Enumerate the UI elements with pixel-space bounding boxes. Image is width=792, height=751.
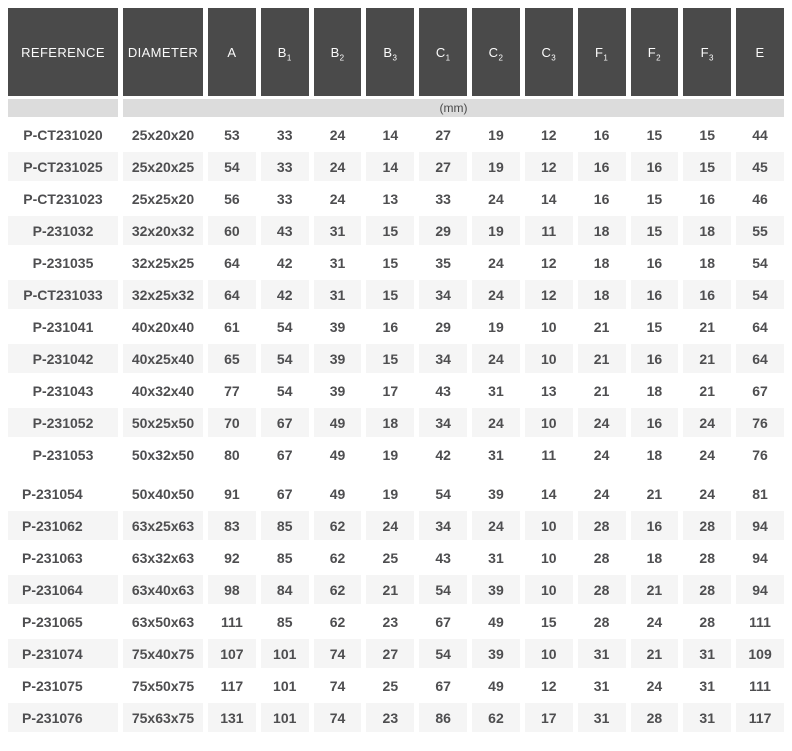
- column-header-f1: $F_1$: [578, 8, 626, 96]
- value-cell: 39: [314, 344, 362, 373]
- column-header-a: A: [208, 8, 256, 96]
- value-cell: 64: [208, 280, 256, 309]
- value-cell: 24: [578, 408, 626, 437]
- table-row: [8, 575, 784, 604]
- value-cell: 42: [261, 248, 309, 277]
- value-cell: 67: [261, 479, 309, 508]
- value-cell: 46: [736, 184, 784, 213]
- value-cell: 54: [261, 312, 309, 341]
- value-cell: 24: [683, 479, 731, 508]
- value-cell: 62: [314, 607, 362, 636]
- value-cell: 39: [314, 376, 362, 405]
- value-cell: 13: [525, 376, 573, 405]
- value-cell: 21: [631, 575, 679, 604]
- value-cell: 24: [366, 511, 414, 540]
- value-cell: 11: [525, 440, 573, 469]
- value-cell: 43: [419, 543, 467, 572]
- value-cell: 15: [631, 312, 679, 341]
- table-row: [8, 408, 784, 437]
- value-cell: 109: [736, 639, 784, 668]
- value-cell: 54: [419, 479, 467, 508]
- value-cell: 94: [736, 511, 784, 540]
- value-cell: 15: [631, 216, 679, 245]
- value-cell: 85: [261, 607, 309, 636]
- column-header-subscript: 2: [656, 53, 661, 63]
- diameter-cell: 25x20x25: [123, 152, 203, 181]
- value-cell: 11: [525, 216, 573, 245]
- value-cell: 10: [525, 639, 573, 668]
- value-cell: 55: [736, 216, 784, 245]
- reference-cell: P-CT231020: [8, 120, 118, 149]
- reference-cell: P-231062: [8, 511, 118, 540]
- table-row: [8, 280, 784, 309]
- diameter-cell: 32x25x32: [123, 280, 203, 309]
- value-cell: 10: [525, 408, 573, 437]
- value-cell: 70: [208, 408, 256, 437]
- value-cell: 31: [578, 639, 626, 668]
- value-cell: 49: [314, 408, 362, 437]
- value-cell: 24: [472, 280, 520, 309]
- column-header-subscript: 2: [339, 53, 345, 63]
- value-cell: 12: [525, 280, 573, 309]
- value-cell: 86: [419, 703, 467, 732]
- value-cell: 33: [419, 184, 467, 213]
- diameter-cell: 63x40x63: [123, 575, 203, 604]
- table-row: [8, 671, 784, 700]
- value-cell: 25: [366, 671, 414, 700]
- value-cell: 80: [208, 440, 256, 469]
- value-cell: 31: [683, 703, 731, 732]
- value-cell: 24: [472, 248, 520, 277]
- value-cell: 24: [314, 120, 362, 149]
- value-cell: 54: [261, 344, 309, 373]
- value-cell: 44: [736, 120, 784, 149]
- value-cell: 28: [683, 607, 731, 636]
- value-cell: 28: [578, 543, 626, 572]
- column-header-subscript: 3: [708, 53, 714, 63]
- reference-cell: P-231065: [8, 607, 118, 636]
- value-cell: 39: [472, 575, 520, 604]
- diameter-cell: 25x20x20: [123, 120, 203, 149]
- value-cell: 18: [683, 248, 731, 277]
- value-cell: 67: [736, 376, 784, 405]
- value-cell: 65: [208, 344, 256, 373]
- value-cell: 19: [472, 152, 520, 181]
- header-row: [8, 8, 784, 96]
- value-cell: 49: [472, 671, 520, 700]
- value-cell: 23: [366, 607, 414, 636]
- value-cell: 62: [472, 703, 520, 732]
- reference-cell: P-231043: [8, 376, 118, 405]
- value-cell: 18: [578, 280, 626, 309]
- value-cell: 74: [314, 703, 362, 732]
- value-cell: 28: [578, 511, 626, 540]
- table-row: [8, 639, 784, 668]
- value-cell: 33: [261, 152, 309, 181]
- value-cell: 27: [419, 120, 467, 149]
- value-cell: 62: [314, 543, 362, 572]
- value-cell: 16: [578, 120, 626, 149]
- value-cell: 13: [366, 184, 414, 213]
- reference-cell: P-CT231023: [8, 184, 118, 213]
- diameter-cell: 63x32x63: [123, 543, 203, 572]
- value-cell: 64: [736, 344, 784, 373]
- value-cell: 15: [631, 120, 679, 149]
- value-cell: 12: [525, 671, 573, 700]
- table-row: [8, 248, 784, 277]
- value-cell: 101: [261, 671, 309, 700]
- value-cell: 94: [736, 575, 784, 604]
- table-header: [8, 8, 784, 117]
- value-cell: 24: [472, 511, 520, 540]
- reference-cell: P-231074: [8, 639, 118, 668]
- value-cell: 84: [261, 575, 309, 604]
- table-row: [8, 511, 784, 540]
- column-header-c2: $C_2$: [472, 8, 520, 96]
- column-header-subscript: 3: [551, 53, 557, 63]
- column-header-diameter: DIAMETER: [123, 8, 203, 96]
- value-cell: 19: [472, 216, 520, 245]
- diameter-cell: 50x32x50: [123, 440, 203, 469]
- value-cell: 10: [525, 543, 573, 572]
- reference-cell: P-CT231033: [8, 280, 118, 309]
- value-cell: 42: [419, 440, 467, 469]
- value-cell: 64: [208, 248, 256, 277]
- value-cell: 94: [736, 543, 784, 572]
- value-cell: 29: [419, 216, 467, 245]
- table-body: [8, 120, 784, 732]
- value-cell: 28: [578, 607, 626, 636]
- value-cell: 45: [736, 152, 784, 181]
- column-header-subscript: 1: [445, 53, 451, 63]
- value-cell: 21: [366, 575, 414, 604]
- value-cell: 10: [525, 344, 573, 373]
- value-cell: 29: [419, 312, 467, 341]
- value-cell: 60: [208, 216, 256, 245]
- value-cell: 54: [419, 639, 467, 668]
- value-cell: 19: [472, 312, 520, 341]
- value-cell: 27: [366, 639, 414, 668]
- table-row: [8, 376, 784, 405]
- value-cell: 16: [631, 152, 679, 181]
- column-header-b2: $B_2$: [314, 8, 362, 96]
- column-header-b3: $B_3$: [366, 8, 414, 96]
- value-cell: 111: [736, 607, 784, 636]
- column-header-c1: $C_1$: [419, 8, 467, 96]
- column-header-reference: REFERENCE: [8, 8, 118, 96]
- value-cell: 21: [631, 479, 679, 508]
- table-row: [8, 479, 784, 508]
- reference-cell: P-CT231025: [8, 152, 118, 181]
- value-cell: 54: [736, 248, 784, 277]
- value-cell: 25: [366, 543, 414, 572]
- value-cell: 14: [525, 184, 573, 213]
- value-cell: 18: [631, 376, 679, 405]
- value-cell: 31: [314, 216, 362, 245]
- value-cell: 15: [366, 216, 414, 245]
- table-row: [8, 216, 784, 245]
- value-cell: 31: [683, 671, 731, 700]
- value-cell: 21: [683, 344, 731, 373]
- reference-cell: P-231042: [8, 344, 118, 373]
- value-cell: 111: [736, 671, 784, 700]
- value-cell: 27: [419, 152, 467, 181]
- value-cell: 16: [631, 408, 679, 437]
- value-cell: 16: [578, 152, 626, 181]
- value-cell: 31: [472, 543, 520, 572]
- value-cell: 21: [683, 376, 731, 405]
- value-cell: 18: [578, 216, 626, 245]
- value-cell: 117: [736, 703, 784, 732]
- value-cell: 28: [578, 575, 626, 604]
- reference-cell: P-231035: [8, 248, 118, 277]
- value-cell: 21: [578, 312, 626, 341]
- value-cell: 77: [208, 376, 256, 405]
- reference-cell: P-231041: [8, 312, 118, 341]
- reference-cell: P-231054: [8, 479, 118, 508]
- diameter-cell: 50x25x50: [123, 408, 203, 437]
- reference-cell: P-231052: [8, 408, 118, 437]
- value-cell: 24: [578, 440, 626, 469]
- value-cell: 18: [366, 408, 414, 437]
- value-cell: 54: [419, 575, 467, 604]
- value-cell: 101: [261, 639, 309, 668]
- value-cell: 15: [366, 280, 414, 309]
- value-cell: 34: [419, 344, 467, 373]
- value-cell: 23: [366, 703, 414, 732]
- value-cell: 24: [683, 440, 731, 469]
- value-cell: 31: [314, 280, 362, 309]
- value-cell: 31: [472, 376, 520, 405]
- column-header-f2: $F_2$: [631, 8, 679, 96]
- value-cell: 34: [419, 280, 467, 309]
- value-cell: 24: [631, 607, 679, 636]
- dimensions-table: [3, 5, 789, 735]
- value-cell: 17: [366, 376, 414, 405]
- value-cell: 21: [631, 639, 679, 668]
- value-cell: 34: [419, 408, 467, 437]
- diameter-cell: 40x20x40: [123, 312, 203, 341]
- value-cell: 31: [578, 671, 626, 700]
- table-row: [8, 543, 784, 572]
- value-cell: 16: [578, 184, 626, 213]
- value-cell: 64: [736, 312, 784, 341]
- table-row: [8, 344, 784, 373]
- value-cell: 15: [366, 344, 414, 373]
- value-cell: 15: [683, 152, 731, 181]
- value-cell: 24: [683, 408, 731, 437]
- value-cell: 14: [525, 479, 573, 508]
- table-row: [8, 184, 784, 213]
- reference-cell: P-231076: [8, 703, 118, 732]
- value-cell: 76: [736, 408, 784, 437]
- value-cell: 10: [525, 575, 573, 604]
- value-cell: 21: [578, 344, 626, 373]
- value-cell: 85: [261, 543, 309, 572]
- column-header-b1: $B_1$: [261, 8, 309, 96]
- value-cell: 92: [208, 543, 256, 572]
- column-header-subscript: 1: [286, 53, 292, 63]
- value-cell: 19: [472, 120, 520, 149]
- value-cell: 74: [314, 671, 362, 700]
- diameter-cell: 32x20x32: [123, 216, 203, 245]
- table-row: [8, 440, 784, 469]
- value-cell: 74: [314, 639, 362, 668]
- column-header-f3: $F_3$: [683, 8, 731, 96]
- column-header-subscript: 1: [603, 53, 609, 63]
- value-cell: 31: [578, 703, 626, 732]
- value-cell: 117: [208, 671, 256, 700]
- value-cell: 24: [578, 479, 626, 508]
- value-cell: 31: [472, 440, 520, 469]
- value-cell: 33: [261, 120, 309, 149]
- value-cell: 15: [366, 248, 414, 277]
- value-cell: 14: [366, 152, 414, 181]
- value-cell: 67: [419, 671, 467, 700]
- value-cell: 12: [525, 120, 573, 149]
- value-cell: 19: [366, 479, 414, 508]
- value-cell: 85: [261, 511, 309, 540]
- value-cell: 31: [683, 639, 731, 668]
- value-cell: 16: [631, 511, 679, 540]
- value-cell: 28: [683, 511, 731, 540]
- diameter-cell: 63x50x63: [123, 607, 203, 636]
- value-cell: 107: [208, 639, 256, 668]
- value-cell: 17: [525, 703, 573, 732]
- value-cell: 34: [419, 511, 467, 540]
- reference-cell: P-231063: [8, 543, 118, 572]
- value-cell: 49: [314, 479, 362, 508]
- value-cell: 42: [261, 280, 309, 309]
- value-cell: 39: [314, 312, 362, 341]
- value-cell: 15: [683, 120, 731, 149]
- value-cell: 21: [683, 312, 731, 341]
- value-cell: 61: [208, 312, 256, 341]
- unit-row-reference-cell: [8, 99, 118, 117]
- value-cell: 35: [419, 248, 467, 277]
- value-cell: 16: [366, 312, 414, 341]
- value-cell: 28: [631, 703, 679, 732]
- value-cell: 24: [472, 184, 520, 213]
- unit-label: (mm): [123, 99, 784, 117]
- value-cell: 16: [631, 248, 679, 277]
- diameter-cell: 63x25x63: [123, 511, 203, 540]
- value-cell: 18: [683, 216, 731, 245]
- diameter-cell: 32x25x25: [123, 248, 203, 277]
- value-cell: 16: [631, 344, 679, 373]
- diameter-cell: 25x25x20: [123, 184, 203, 213]
- value-cell: 62: [314, 575, 362, 604]
- value-cell: 83: [208, 511, 256, 540]
- value-cell: 15: [525, 607, 573, 636]
- value-cell: 43: [419, 376, 467, 405]
- diameter-cell: 50x40x50: [123, 479, 203, 508]
- value-cell: 67: [261, 440, 309, 469]
- value-cell: 43: [261, 216, 309, 245]
- value-cell: 54: [208, 152, 256, 181]
- value-cell: 18: [631, 440, 679, 469]
- value-cell: 24: [314, 184, 362, 213]
- value-cell: 19: [366, 440, 414, 469]
- section-gap-cell: [8, 472, 784, 476]
- diameter-cell: 75x63x75: [123, 703, 203, 732]
- value-cell: 12: [525, 152, 573, 181]
- reference-cell: P-231053: [8, 440, 118, 469]
- diameter-cell: 75x40x75: [123, 639, 203, 668]
- table-row: [8, 703, 784, 732]
- table-row: [8, 152, 784, 181]
- value-cell: 53: [208, 120, 256, 149]
- value-cell: 76: [736, 440, 784, 469]
- value-cell: 16: [631, 280, 679, 309]
- reference-cell: P-231064: [8, 575, 118, 604]
- value-cell: 33: [261, 184, 309, 213]
- column-header-subscript: 2: [498, 53, 504, 63]
- value-cell: 24: [631, 671, 679, 700]
- value-cell: 10: [525, 312, 573, 341]
- value-cell: 67: [419, 607, 467, 636]
- value-cell: 49: [472, 607, 520, 636]
- value-cell: 31: [314, 248, 362, 277]
- value-cell: 15: [631, 184, 679, 213]
- table-row: [8, 607, 784, 636]
- value-cell: 14: [366, 120, 414, 149]
- value-cell: 10: [525, 511, 573, 540]
- value-cell: 111: [208, 607, 256, 636]
- value-cell: 28: [683, 575, 731, 604]
- value-cell: 24: [472, 344, 520, 373]
- value-cell: 16: [683, 280, 731, 309]
- value-cell: 54: [261, 376, 309, 405]
- value-cell: 101: [261, 703, 309, 732]
- diameter-cell: 40x32x40: [123, 376, 203, 405]
- value-cell: 18: [631, 543, 679, 572]
- value-cell: 24: [472, 408, 520, 437]
- value-cell: 18: [578, 248, 626, 277]
- value-cell: 49: [314, 440, 362, 469]
- value-cell: 81: [736, 479, 784, 508]
- value-cell: 91: [208, 479, 256, 508]
- reference-cell: P-231075: [8, 671, 118, 700]
- diameter-cell: 75x50x75: [123, 671, 203, 700]
- table-row: [8, 120, 784, 149]
- value-cell: 67: [261, 408, 309, 437]
- reference-cell: P-231032: [8, 216, 118, 245]
- value-cell: 131: [208, 703, 256, 732]
- value-cell: 12: [525, 248, 573, 277]
- value-cell: 39: [472, 639, 520, 668]
- column-header-c3: $C_3$: [525, 8, 573, 96]
- column-header-e: E: [736, 8, 784, 96]
- unit-row: [8, 99, 784, 117]
- value-cell: 62: [314, 511, 362, 540]
- column-header-subscript: 3: [392, 53, 398, 63]
- table-row: [8, 312, 784, 341]
- diameter-cell: 40x25x40: [123, 344, 203, 373]
- value-cell: 39: [472, 479, 520, 508]
- value-cell: 56: [208, 184, 256, 213]
- section-gap: [8, 472, 784, 476]
- value-cell: 16: [683, 184, 731, 213]
- value-cell: 28: [683, 543, 731, 572]
- value-cell: 24: [314, 152, 362, 181]
- value-cell: 54: [736, 280, 784, 309]
- value-cell: 98: [208, 575, 256, 604]
- value-cell: 21: [578, 376, 626, 405]
